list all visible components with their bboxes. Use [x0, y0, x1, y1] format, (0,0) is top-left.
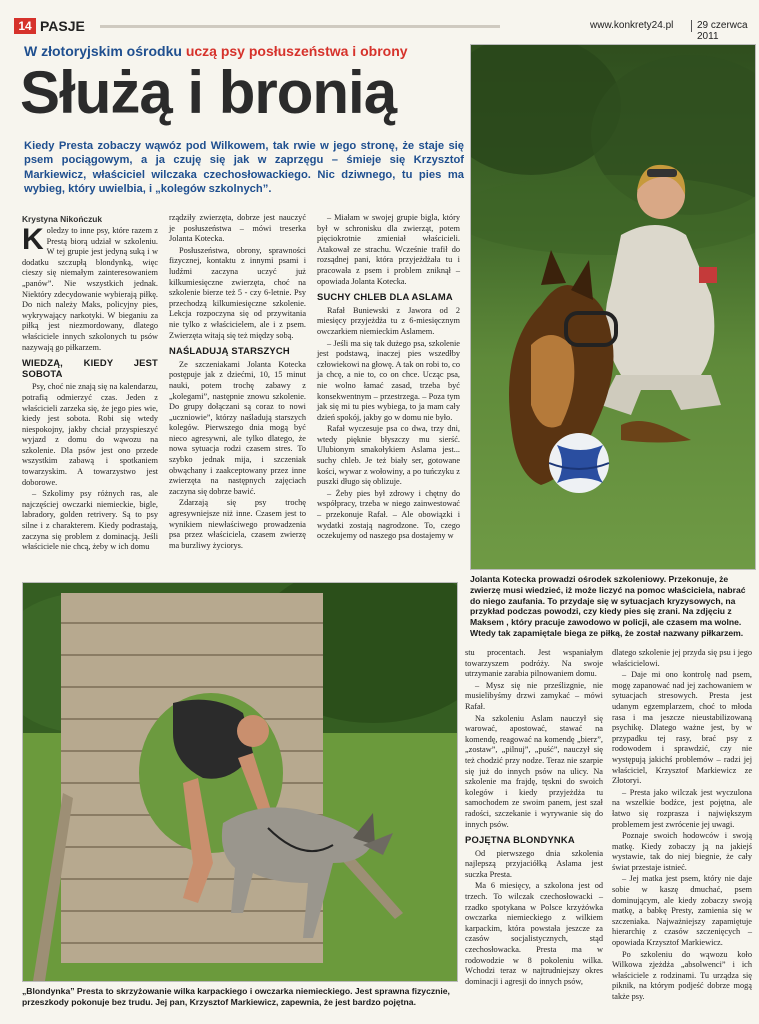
col5-top: dlatego szkolenie jej przyda się psu i jego właścicielowi.: [612, 648, 752, 668]
photo-trainer-illustration: [471, 45, 755, 569]
website: www.konkrety24.pl: [590, 20, 674, 31]
subhead-pojetna: POJĘTNA BLONDYNKA: [465, 834, 575, 846]
col4-body4: Ma 6 miesięcy, a szkolona jest od trzech. To wilczak czechosłowacki – rzadko spotykana w Polsce krzyżówka owczarka niemieckiego z wilkiem karpackim, która powstała jeszcze za czasów socjalistycznych, stąd czechosłowacka. Presta ma w rodowodzie w 8 pokoleniu wilka. Wchodzi teraz w najtrudniejszy okres dominacji i agresji do innych psów,: [465, 881, 603, 986]
article-lead: Kiedy Presta zobaczy wąwóz pod Wilkowem, tak rwie w jego stronę, że staje się psem pociągowym, a ja czuję się jak w zaprzęgu – śmieje się Krzysztof Markiewicz, właściciel wilczaka czechosłowackiego. Nic dziwnego, tu pies ma wybieg, który uwielbia, i „kolegów szkolnych”.: [24, 140, 464, 196]
header-separator: [691, 20, 692, 32]
col4-top: stu procentach. Jest wspaniałym towarzyszem podróży. Na swoje utrzymanie zarabia pilnowaniem domu.: [465, 648, 603, 679]
col2-body2: Ze szczeniakami Jolanta Kotecka postępuje jak z dziećmi, 10, 15 minut nauki, potem trochę zabawy z „kolegami”, następnie znowu szkolenie. Do grupy dołączani są coraz to nowi „uczniowie”, którzy naśladują starszych kolegów. Pierwszego dnia mogą być nieco agresywni, ale tylko dlatego, że nowa sytuacja rodzi czasem stres. To szybko jednak mija, i szczeniak obwąchany i zaakceptowany przez inne zwierzęta na następnych zajęciach zaczyna się dobrze bawić.: [169, 359, 306, 496]
col1-body: Psy, choć nie znają się na kalendarzu, potrafią odmierzyć czas. Jeden z właścicieli zarzeka się, że jego pies wie, kiedy jest sobota. Robi się wtedy niespokojny, jakby chciał przyspieszyć wyjazd z domu do wąwozu na szkolenie. Dla psów jest ono przede wszystkim zabawą i spotkaniem towarzyskim. A towarzystwo jest doborowe.: [22, 382, 158, 487]
col4-body: – Mysz się nie prześlizgnie, nie musielibyśmy drzwi zamykać – mówi Rafał.: [465, 680, 603, 711]
column-5: [612, 648, 752, 1004]
column-3: [317, 213, 460, 543]
column-1: [22, 223, 158, 554]
kicker-highlight: uczą psy posłuszeństwa i obrony: [185, 43, 408, 59]
col4-body2: Na szkoleniu Aslam nauczył się warować, apostować, stawać na komendę, reagować na komendę „bierz”, „zostaw”, „pilnuj”, „puść”, nauczył się też chodzić przy nodze. Teraz nie szarpie się już do innych psów na ulicy. Na szkolenie ma frajdę, tęskni do swoich kolegów i kiedy przyjeżdża tu samochodem ze swoim panem, jest szał radości, szczekanie i wyrywanie się do innych psów.: [465, 713, 603, 829]
date: 29 czerwca 2011: [697, 20, 748, 42]
col5-body2: – Presta jako wilczak jest wyczulona na wszelkie bodźce, jest pojętna, ale łatwo się rozprasza i największym problemem jest zwrócenie jej uwagi.: [612, 787, 752, 829]
photo-obstacle-illustration: [23, 583, 457, 981]
section-name: PASJE: [40, 18, 85, 34]
author: Krystyna Nikończuk: [22, 214, 103, 224]
col2-body3: Zdarzają się psy trochę agresywniejsze niż inne. Czasem jest to wynikiem niewłaściwego prowadzenia psa przez właściciela, czasem zwierzę ma burzliwy życiorys.: [169, 498, 306, 550]
photo1-caption: Jolanta Kotecka prowadzi ośrodek szkoleniowy. Przekonuje, że zwierzę musi wiedzieć, iż może liczyć na pomoc właściciela, nabrać do niego zaufania. To przydaje się w sytuacjach kryzysowych, na przykład podczas powodzi, czy kiedy pies się zrani. Na zdjęciu z Maksem , który pracuje zawodowo w policji, ale czasem ma wolne. Wtedy tak zapamiętale biega ze piłką, że został nazwany piłkarzem.: [470, 574, 746, 638]
col3-body3: Rafał wyczesuje psa co dwa, trzy dni, wtedy pięknie błyszczy mu sierść. Ulubionym smakołykiem Aslama jest... suchy chleb. Je też biały ser, gotowane kości, wywar z wołowiny, a po tuńczyku z puszki długo się oblizuje.: [317, 424, 460, 487]
col5-body5: Po szkoleniu do wąwozu koło Wilkowa zjeżdża „absolwenci” i ich właściciele z rodzinami. Tu urządza się piknik, na którym podjeść dobrze mogą także psy.: [612, 949, 752, 1001]
col3-body: Rafał Buniewski z Jawora od 2 miesięcy przyjeżdża tu z 6-miesięcznym owczarkiem niemieckim Aslamem.: [317, 305, 460, 336]
kicker-prefix: W złotoryjskim ośrodku: [24, 43, 182, 59]
col3-body2: – Jeśli ma się tak dużego psa, szkolenie jest podstawą, inaczej pies wszedłby człowiekowi na głowę. A tak on robi to, co ja chcę, a nie to, co on chce. Ucząc psa, nie wolno łamać zasad, trzeba być konsekwentnym – przestrzega. – Poza tym jak się mi tu pies wybiega, to ja mam cały dzień spokój, jakby go w domu nie było.: [317, 338, 460, 422]
page-header: [14, 18, 749, 42]
photo-wolfdog-obstacle: [22, 582, 458, 982]
col1-intro: oledzy to inne psy, które razem z Prestą biorą udział w szkoleniu. W tej grupie jest jedyną suką i w dodatku szczupłą blondynką, więc cieszy się niemałym zainteresowaniem „panów”. Nie wszystkich jednak. Niektóry zdecydowanie wybierają piłkę. Do nich należy Maks, policyjny pies, wykrywający narkotyki. W bieganiu za piłką jest niezmordowany, dlatego właściciele innych szkolonych tu psów nazywają go piłkarzem.: [22, 226, 158, 352]
col5-body: – Daje mi ono kontrolę nad psem, mogę zapanować nad jej zachowaniem w sytuacjach stresowych. Presta jest udanym egzemplarzem, choć to młoda rasa i ma jeszcze nieustabilizowaną psychikę. Dlatego ważne jest, by w przypadku tej rasy, brać psy z rodowodem i sprawdzić, czy nie występują jakichś problemów – radzi jej właściciel, Krzysztof Markiewicz ze Złotoryi.: [612, 670, 752, 786]
col5-body4: – Jej matka jest psem, który nie daje sobie w kaszę dmuchać, psem dominującym, ale kiedy zobaczy swoją matkę, a babkę Presty, zamienia się w szczeniaka. Najważniejszy zapamiętuje hierarchię z czasów szczenięcych – opowiada Krzysztof Markiewicz.: [612, 874, 752, 948]
col2-top: rządziły zwierzęta, dobrze jest nauczyć je posłuszeństwa – mówi treserka Jolanta Kotecka.: [169, 213, 306, 244]
column-4: [465, 648, 603, 988]
col3-body4: – Żeby pies był zdrowy i chętny do współpracy, trzeba w niego zainwestować – przekonuje Rafał. – Ale obowiązki i wydatki zostają nagrodzone. To, czego oczekujemy od naszego psa dostajemy w: [317, 488, 460, 541]
subhead-wiedza: WIEDZĄ, KIEDY JEST SOBOTA: [22, 357, 158, 379]
drop-cap: K: [22, 223, 44, 256]
col4-body3: Od pierwszego dnia szkolenia najlepszą przyjaciółką Aslama jest suczka Presta.: [465, 848, 603, 879]
article-title: Służą i bronią: [20, 59, 397, 126]
col1-body2: – Szkolimy psy różnych ras, ale najczęściej owczarki niemieckie, biglе, labradory, golden retrivery. Są to psy silne i z charakterem. Kiedy podrastają, zaczyna się problem z dominacją. Jeśli właściciele nie chcą, żeby w ich domu: [22, 489, 158, 552]
page-number: 14: [14, 18, 36, 34]
header-bar: [100, 25, 500, 28]
photo-trainer-with-dog: [470, 44, 756, 570]
column-2: [169, 213, 306, 552]
col2-body: Posłuszeństwa, obrony, sprawności fizycznej, kontaktu z innymi psami i ludźmi zaczyna uczyć już kilkumiesięczne zwierzęta, choć na szkolenie bierze też 5 - czy 6-letnie. Psy przechodzą kilkumiesięczne szkolenie. Lekcja rozpoczyna się od przywitania nie tylko z właścicielem, ale i z psem. Zwierzęta witają się też między sobą.: [169, 245, 306, 340]
subhead-suchy-chleb: SUCHY CHLEB DLA ASLAMA: [317, 291, 453, 303]
photo2-caption: „Blondynka” Presta to skrzyżowanie wilka karpackiego i owczarka niemieckiego. Jest sprawna fizycznie, przeszkody pokonuje bez trudu. Jej pan, Krzysztof Markiewicz, zapewnia, że jest bardzo pojętna.: [22, 986, 450, 1007]
subhead-nasladuja: NAŚLADUJĄ STARSZYCH: [169, 345, 290, 357]
col3-top: – Miałam w swojej grupie biglа, który był w schronisku dla zwierząt, potem pięciokrotnie zmieniał właścicieli. Atakował ze strachu. Wcześnie trafił do rozsądnej pani, która przyjeżdżała tu i pracowała z psem i problem zniknął – opowiada Jolanta Kotecka.: [317, 213, 460, 286]
col5-body3: Poznaje swoich hodowców i swoją matkę. Kiedy zobaczy ją na jakiejś wystawie, tak do niej biegnie, że cały świat przestaje istnieć.: [612, 831, 752, 872]
